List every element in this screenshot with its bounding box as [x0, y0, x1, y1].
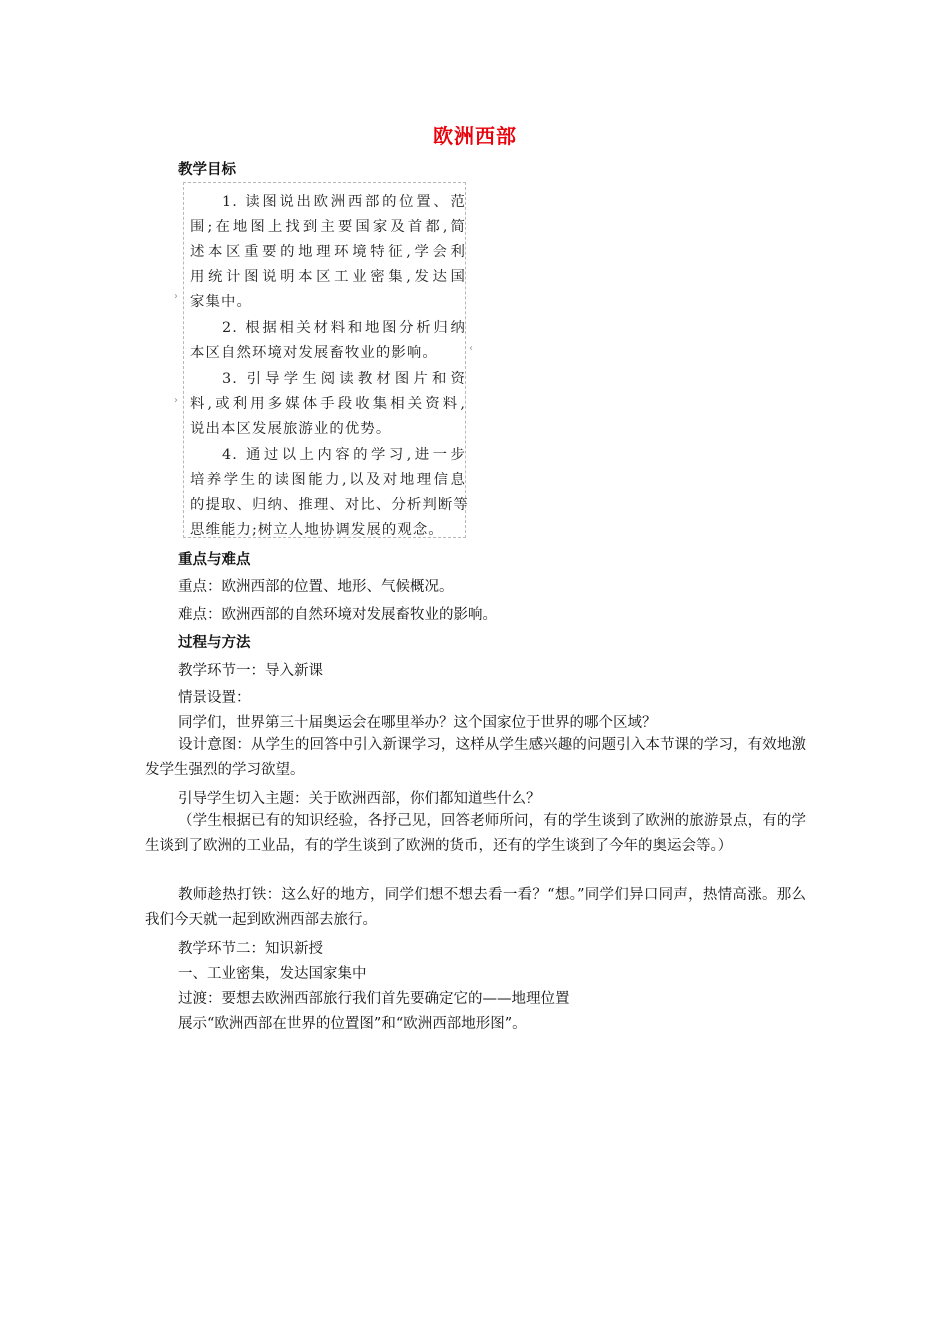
objective-line: 思维能力;树立人地协调发展的观念。	[190, 522, 444, 538]
student-answer-paragraph: （学生根据已有的知识经验，各抒己见，回答老师所问，有的学生谈到了欧洲的旅游景点，有的学生谈到了欧洲的工业品，有的学生谈到了欧洲的货币，还有的学生谈到了今年的奥运会等。）	[145, 813, 806, 854]
step2-heading: 教学环节二：知识新授	[178, 941, 323, 957]
objective-line: 料,或利用多媒体手段收集相关资料,	[190, 396, 466, 412]
margin-mark: ›	[174, 291, 178, 302]
transition-paragraph: 过渡：要想去欧洲西部旅行我们首先要确定它的——地理位置	[178, 991, 570, 1007]
objective-line: 的提取、归纳、推理、对比、分析判断等	[190, 497, 469, 513]
objective-line: 家集中。	[190, 294, 252, 310]
key-point: 重点：欧洲西部的位置、地形、气候概况。	[178, 579, 454, 595]
objective-line: 本区自然环境对发展畜牧业的影响。	[190, 345, 438, 361]
objective-line: 2. 根据相关材料和地图分析归纳	[222, 320, 466, 336]
guide-paragraph: 引导学生切入主题：关于欧洲西部，你们都知道些什么？	[178, 791, 541, 807]
section-process-heading: 过程与方法	[178, 635, 251, 651]
objective-line: 用统计图说明本区工业密集,发达国	[190, 269, 466, 285]
objective-line: 1. 读图说出欧洲西部的位置、范	[222, 194, 466, 210]
design-intent-paragraph: 设计意图：从学生的回答中引入新课学习，这样从学生感兴趣的问题引入本节课的学习，有效地激发学生强烈的学习欲望。	[145, 737, 806, 778]
show-paragraph: 展示“欧洲西部在世界的位置图”和“欧洲西部地形图”。	[178, 1016, 527, 1032]
section-key-points-heading: 重点与难点	[178, 552, 251, 568]
objective-line: 围;在地图上找到主要国家及首都,简	[190, 219, 466, 235]
teacher-paragraph: 教师趁热打铁：这么好的地方，同学们想不想去看一看？“想。”同学们异口同声，热情高涨。那么我们今天就一起到欧洲西部去旅行。	[145, 887, 806, 928]
step1-heading: 教学环节一：导入新课	[178, 663, 323, 679]
objective-line: 说出本区发展旅游业的优势。	[190, 421, 392, 437]
section-objectives-heading: 教学目标	[178, 162, 236, 178]
difficult-point: 难点：欧洲西部的自然环境对发展畜牧业的影响。	[178, 607, 497, 623]
page-title: 欧洲西部	[433, 124, 517, 148]
margin-mark: ‹	[469, 343, 473, 354]
objective-line: 3. 引导学生阅读教材图片和资	[222, 371, 466, 387]
objective-line: 述本区重要的地理环境特征,学会利	[190, 244, 466, 260]
part1-heading: 一、工业密集，发达国家集中	[178, 966, 367, 982]
scene-label: 情景设置：	[178, 690, 251, 706]
question-paragraph: 同学们，世界第三十届奥运会在哪里举办？这个国家位于世界的哪个区域？	[178, 715, 657, 731]
margin-mark: ›	[174, 395, 178, 406]
objective-line: 4. 通过以上内容的学习,进一步	[222, 447, 466, 463]
objective-line: 培养学生的读图能力,以及对地理信息	[190, 472, 466, 488]
